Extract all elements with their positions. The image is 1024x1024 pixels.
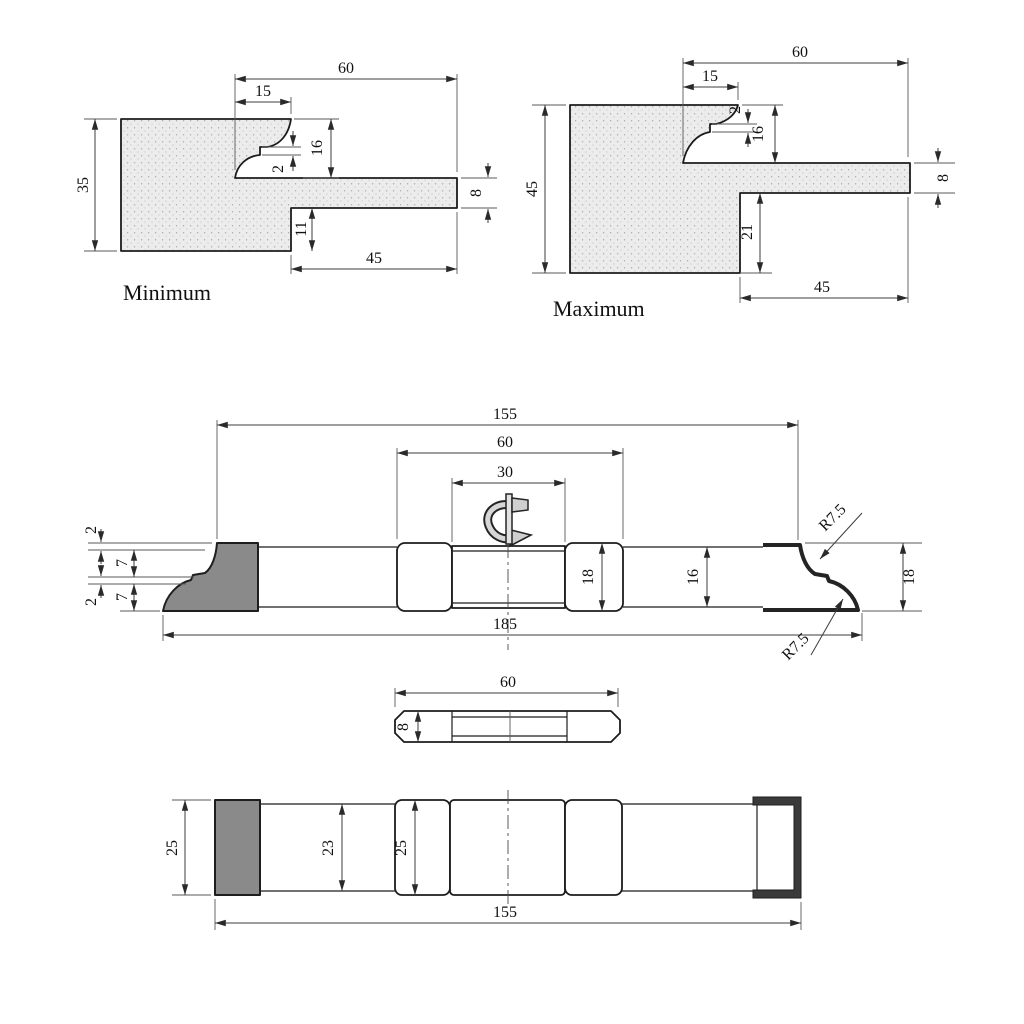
spindle-pin xyxy=(506,494,512,544)
hub-nut-left xyxy=(397,543,452,611)
threaded-centre-top xyxy=(450,800,565,895)
tongue-outline xyxy=(395,711,620,742)
dim-front-hub-width: 60 xyxy=(497,434,513,451)
dim-max-top-width: 60 xyxy=(792,44,808,61)
dim-top-body-length: 155 xyxy=(493,904,517,921)
dim-tongue-width: 60 xyxy=(500,674,516,691)
dim-min-step: 2 xyxy=(270,165,287,173)
dim-front-radius-bottom: R7.5 xyxy=(778,629,813,664)
dim-front-cove: 7 xyxy=(114,559,131,567)
dim-front-cutting-width: 155 xyxy=(493,406,517,423)
left-cutter-plate xyxy=(215,800,260,895)
dim-tongue-thickness: 8 xyxy=(395,723,412,731)
dim-min-tongue-thickness: 8 xyxy=(468,189,485,197)
dim-max-tongue-length: 45 xyxy=(814,279,830,296)
dim-front-flat-top: 2 xyxy=(83,526,100,534)
dim-front-cutter-height: 18 xyxy=(901,569,918,585)
maximum-label: Maximum xyxy=(553,296,645,321)
dim-max-stile-height: 45 xyxy=(524,181,541,197)
dim-max-shoulder: 21 xyxy=(739,224,756,240)
dim-max-tongue-thickness: 8 xyxy=(935,174,952,182)
dim-top-cutter-plate: 25 xyxy=(164,840,181,856)
dim-front-flat-mid: 2 xyxy=(83,598,100,606)
dim-min-tongue-length: 45 xyxy=(366,250,382,267)
dim-min-profile-depth: 16 xyxy=(309,140,326,156)
dim-min-shoulder: 11 xyxy=(293,221,310,237)
dim-front-overall-width: 185 xyxy=(493,616,517,633)
dim-front-hub-diameter: 18 xyxy=(580,569,597,585)
dim-max-profile-depth: 16 xyxy=(750,126,767,142)
dim-front-bore-width: 30 xyxy=(497,464,513,481)
dim-top-body: 23 xyxy=(320,840,337,856)
dim-min-stile-height: 35 xyxy=(75,177,92,193)
minimum-label: Minimum xyxy=(123,280,212,305)
dim-front-shaft-diameter: 16 xyxy=(685,569,702,585)
dim-max-step: 2 xyxy=(727,106,744,114)
spindle-flag xyxy=(512,498,528,512)
dim-front-radius-top: R7.5 xyxy=(815,500,850,535)
dim-max-profile-width: 15 xyxy=(702,68,718,85)
threaded-centre xyxy=(452,546,565,608)
hub-nut-right-top xyxy=(565,800,622,895)
dim-top-hub: 25 xyxy=(393,840,410,856)
dim-min-top-width: 60 xyxy=(338,60,354,77)
dim-min-profile-width: 15 xyxy=(255,83,271,100)
dim-front-round: 7 xyxy=(114,593,131,601)
